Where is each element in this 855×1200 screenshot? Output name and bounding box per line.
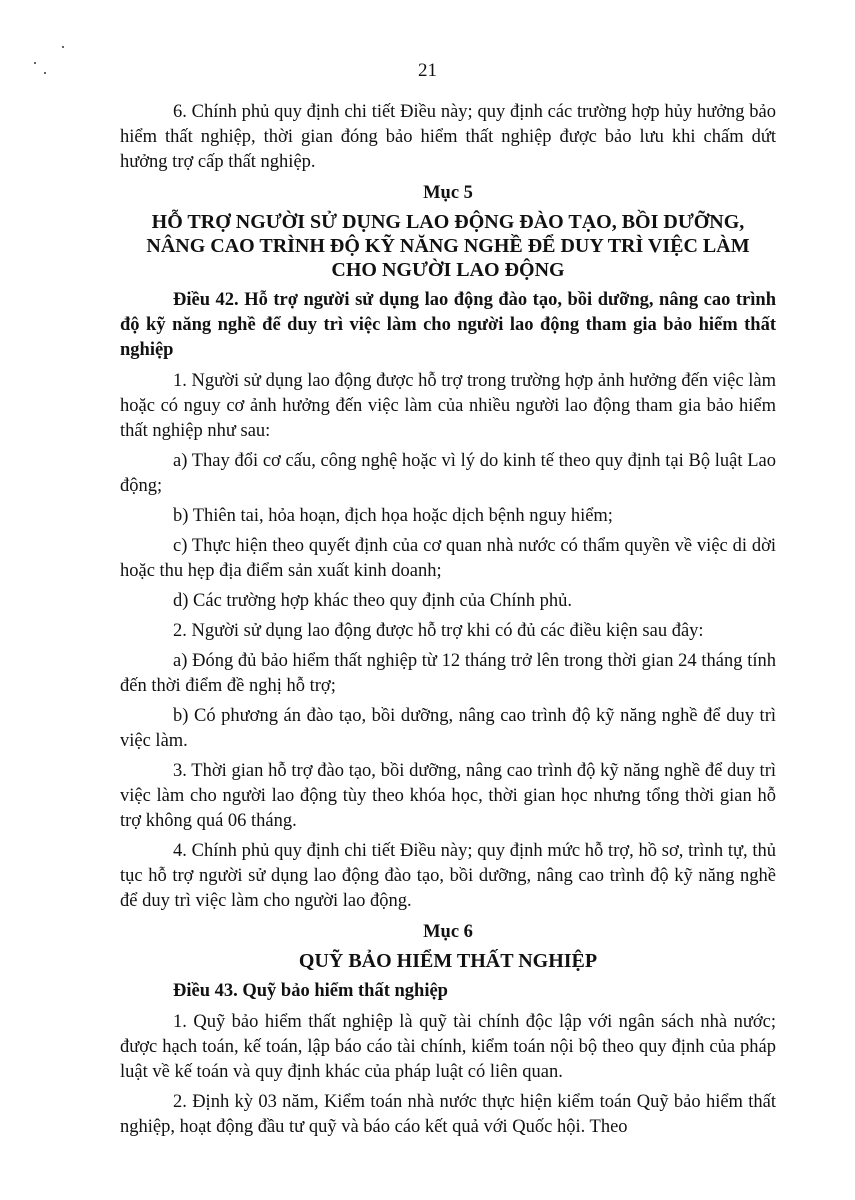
article-42-paragraph: b) Thiên tai, hỏa hoạn, địch họa hoặc dịch bệnh nguy hiểm; [173,506,613,526]
intro-paragraph: 6. Chính phủ quy định chi tiết Điều này; quy định các trường hợp hủy hưởng bảo hiểm thất nghiệp, thời gian đóng bảo hiểm thất nghiệp được bảo lưu khi chấm dứt hưởng trợ cấp thất nghiệp. [120,102,776,172]
scan-speck [62,46,64,48]
article-42-paragraph: 1. Người sử dụng lao động được hỗ trợ trong trường hợp ảnh hưởng đến việc làm hoặc có nguy cơ ảnh hưởng đến việc làm của nhiều người lao động tham gia bảo hiểm thất nghiệp như sau: [120,371,776,441]
article-42-paragraph: 2. Người sử dụng lao động được hỗ trợ khi có đủ các điều kiện sau đây: [173,621,704,641]
section-5-title-line: HỖ TRỢ NGƯỜI SỬ DỤNG LAO ĐỘNG ĐÀO TẠO, BỒI DƯỠNG, [151,211,745,233]
article-42-paragraph: b) Có phương án đào tạo, bồi dưỡng, nâng cao trình độ kỹ năng nghề để duy trì việc làm. [120,706,776,751]
article-42-heading: Điều 42. Hỗ trợ người sử dụng lao động đào tạo, bồi dưỡng, nâng cao trình độ kỹ năng nghề để duy trì việc làm cho người lao động tham gia bảo hiểm thất nghiệp [120,290,776,360]
section-5-title-line: NÂNG CAO TRÌNH ĐỘ KỸ NĂNG NGHỀ ĐỂ DUY TRÌ VIỆC LÀM [146,235,750,257]
article-43-paragraph: 2. Định kỳ 03 năm, Kiểm toán nhà nước thực hiện kiểm toán Quỹ bảo hiểm thất nghiệp, hoạt động đầu tư quỹ và báo cáo kết quả với Quốc hội. Theo [120,1092,776,1137]
document-body [120,100,776,1145]
article-42-paragraph: 4. Chính phủ quy định chi tiết Điều này; quy định mức hỗ trợ, hồ sơ, trình tự, thủ tục hỗ trợ người sử dụng lao động đào tạo, bồi dưỡng, nâng cao trình độ kỹ năng nghề để duy trì việc làm cho người lao động. [120,841,776,911]
article-43-heading: Điều 43. Quỹ bảo hiểm thất nghiệp [173,981,448,1001]
article-42-paragraph: a) Đóng đủ bảo hiểm thất nghiệp từ 12 tháng trở lên trong thời gian 24 tháng tính đến thời điểm đề nghị hỗ trợ; [120,651,776,696]
article-42-paragraph: c) Thực hiện theo quyết định của cơ quan nhà nước có thẩm quyền về việc di dời hoặc thu hẹp địa điểm sản xuất kinh doanh; [120,536,776,581]
article-42-paragraph: a) Thay đổi cơ cấu, công nghệ hoặc vì lý do kinh tế theo quy định tại Bộ luật Lao động; [120,451,776,496]
section-5-label: Mục 5 [423,183,473,203]
article-43-paragraph: 1. Quỹ bảo hiểm thất nghiệp là quỹ tài chính độc lập với ngân sách nhà nước; được hạch toán, kế toán, lập báo cáo tài chính, kiểm toán nội bộ theo quy định của pháp luật về kế toán và quy định khác của pháp luật có liên quan. [120,1012,776,1082]
section-6-label: Mục 6 [423,922,473,942]
article-42-paragraph: d) Các trường hợp khác theo quy định của Chính phủ. [173,591,573,611]
section-5-title [120,210,776,282]
article-42-paragraph: 3. Thời gian hỗ trợ đào tạo, bồi dưỡng, nâng cao trình độ kỹ năng nghề để duy trì việc làm cho người lao động tùy theo khóa học, thời gian học nhưng tổng thời gian hỗ trợ không quá 06 tháng. [120,761,776,831]
page-number: 21 [418,60,437,81]
section-6-title: QUỸ BẢO HIỂM THẤT NGHIỆP [298,950,598,972]
section-5-title-line: CHO NGƯỜI LAO ĐỘNG [331,259,565,281]
